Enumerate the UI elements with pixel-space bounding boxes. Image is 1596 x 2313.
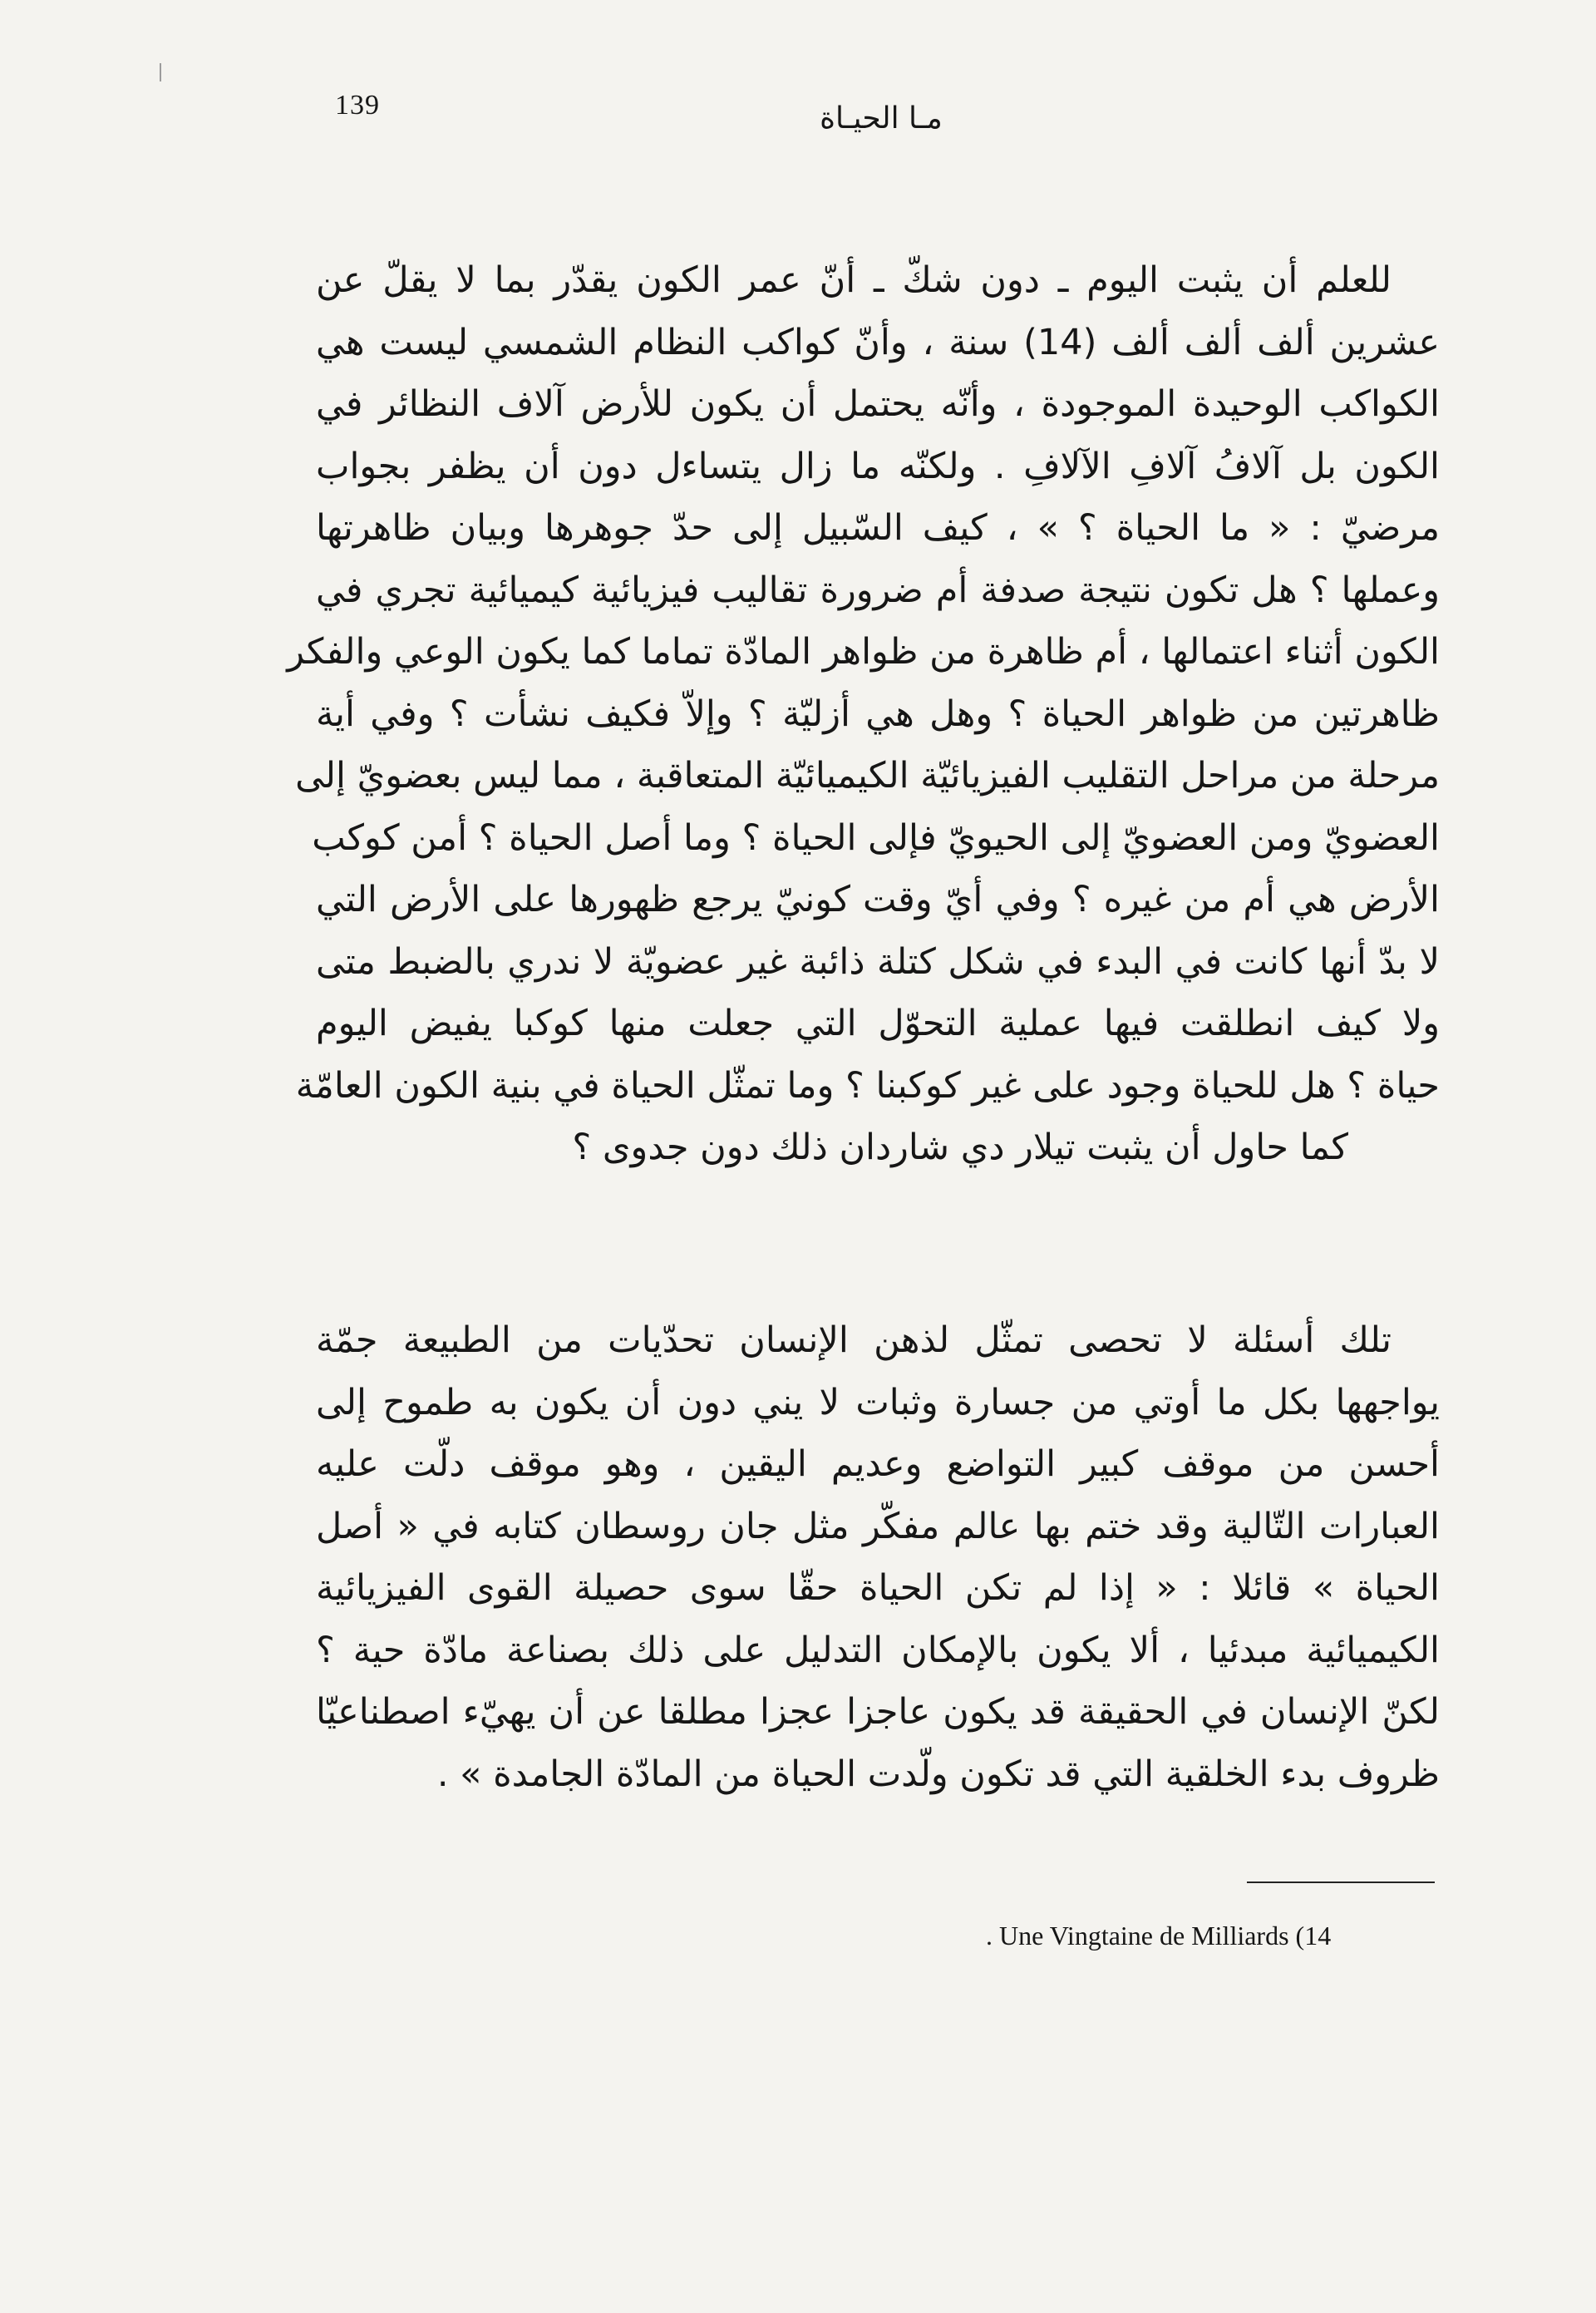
- text-line: كما حاول أن يثبت تيلار دي شاردان ذلك دون جدوى ؟: [572, 1127, 1348, 1168]
- scan-margin-mark: [160, 63, 161, 81]
- running-title: مـا الحيـاة: [820, 101, 943, 136]
- text-line: ظاهرتين من ظواهر الحياة ؟ وهل هي أزليّة ؟ وإلاّ فكيف نشأت ؟ وفي أية: [316, 693, 1440, 735]
- footnote: . Une Vingtaine de Milliards (14: [986, 1921, 1332, 1951]
- text-line: ولا كيف انطلقت فيها عملية التحوّل التي جعلت منها كوكبا يفيض اليوم: [316, 1003, 1440, 1044]
- text-line: لا بدّ أنها كانت في البدء في شكل كتلة ذائبة غير عضويّة لا ندري بالضبط متى: [316, 940, 1440, 983]
- text-line: الكيميائية مبدئيا ، ألا يكون بالإمكان التدليل على ذلك بصناعة مادّة حية ؟: [316, 1629, 1440, 1671]
- text-line: للعلم أن يثبت اليوم ـ دون شكّ ـ أنّ عمر الكون يقدّر بما لا يقلّ عن: [316, 259, 1392, 301]
- text-line: الكواكب الوحيدة الموجودة ، وأنّه يحتمل أن يكون للأرض آلاف النظائر في: [316, 383, 1440, 425]
- paragraph-2: [316, 1309, 1440, 1805]
- text-line: الكون بل آلافُ آلافِ الآلافِ . ولكنّه ما زال يتساءل دون أن يظفر بجواب: [316, 445, 1440, 487]
- text-line: حياة ؟ هل للحياة وجود على غير كوكبنا ؟ وما تمثّل الحياة في بنية الكون العامّة: [295, 1064, 1440, 1107]
- text-line: مرضيّ : « ما الحياة ؟ » ، كيف السّبيل إلى حدّ جوهرها وبيان ظاهرتها: [316, 507, 1440, 549]
- text-line: الحياة » قائلا : « إذا لم تكن الحياة حقّا سوى حصيلة القوى الفيزيائية: [316, 1567, 1440, 1609]
- footnote-divider: [1247, 1881, 1435, 1883]
- text-line: يواجهها بكل ما أوتي من جسارة وثبات لا يني دون أن يكون به طموح إلى: [316, 1381, 1440, 1423]
- text-line: العضويّ ومن العضويّ إلى الحيويّ فإلى الحياة ؟ وما أصل الحياة ؟ أمن كوكب: [312, 816, 1440, 859]
- text-line: مرحلة من مراحل التقليب الفيزيائيّة الكيميائيّة المتعاقبة ، مما ليس بعضويّ إلى: [295, 755, 1440, 796]
- text-line: الكون أثناء اعتمالها ، أم ظاهرة من ظواهر المادّة تماما كما يكون الوعي والفكر: [287, 631, 1440, 673]
- text-line: ظروف بدء الخلقية التي قد تكون ولّدت الحياة من المادّة الجامدة » .: [436, 1753, 1440, 1795]
- text-line: الأرض هي أم من غيره ؟ وفي أيّ وقت كونيّ يرجع ظهورها على الأرض التي: [316, 879, 1440, 920]
- text-line: العبارات التّالية وقد ختم بها عالم مفكّر مثل جان روسطان كتابه في « أصل: [316, 1505, 1440, 1547]
- text-line: تلك أسئلة لا تحصى تمثّل لذهن الإنسان تحدّيات من الطبيعة جمّة: [316, 1319, 1392, 1361]
- text-line: أحسن من موقف كبير التواضع وعديم اليقين ، وهو موقف دلّت عليه: [316, 1443, 1440, 1485]
- page-number: 139: [335, 90, 380, 121]
- paragraph-1: [287, 249, 1441, 1179]
- text-line: عشرين ألف ألف ألف (14) سنة ، وأنّ كواكب النظام الشمسي ليست هي: [316, 321, 1441, 363]
- text-line: لكنّ الإنسان في الحقيقة قد يكون عاجزا عجزا مطلقا عن أن يهيّء اصطناعيّا: [316, 1691, 1440, 1733]
- text-line: وعملها ؟ هل تكون نتيجة صدفة أم ضرورة تقاليب فيزيائية كيميائية تجري في: [316, 569, 1440, 611]
